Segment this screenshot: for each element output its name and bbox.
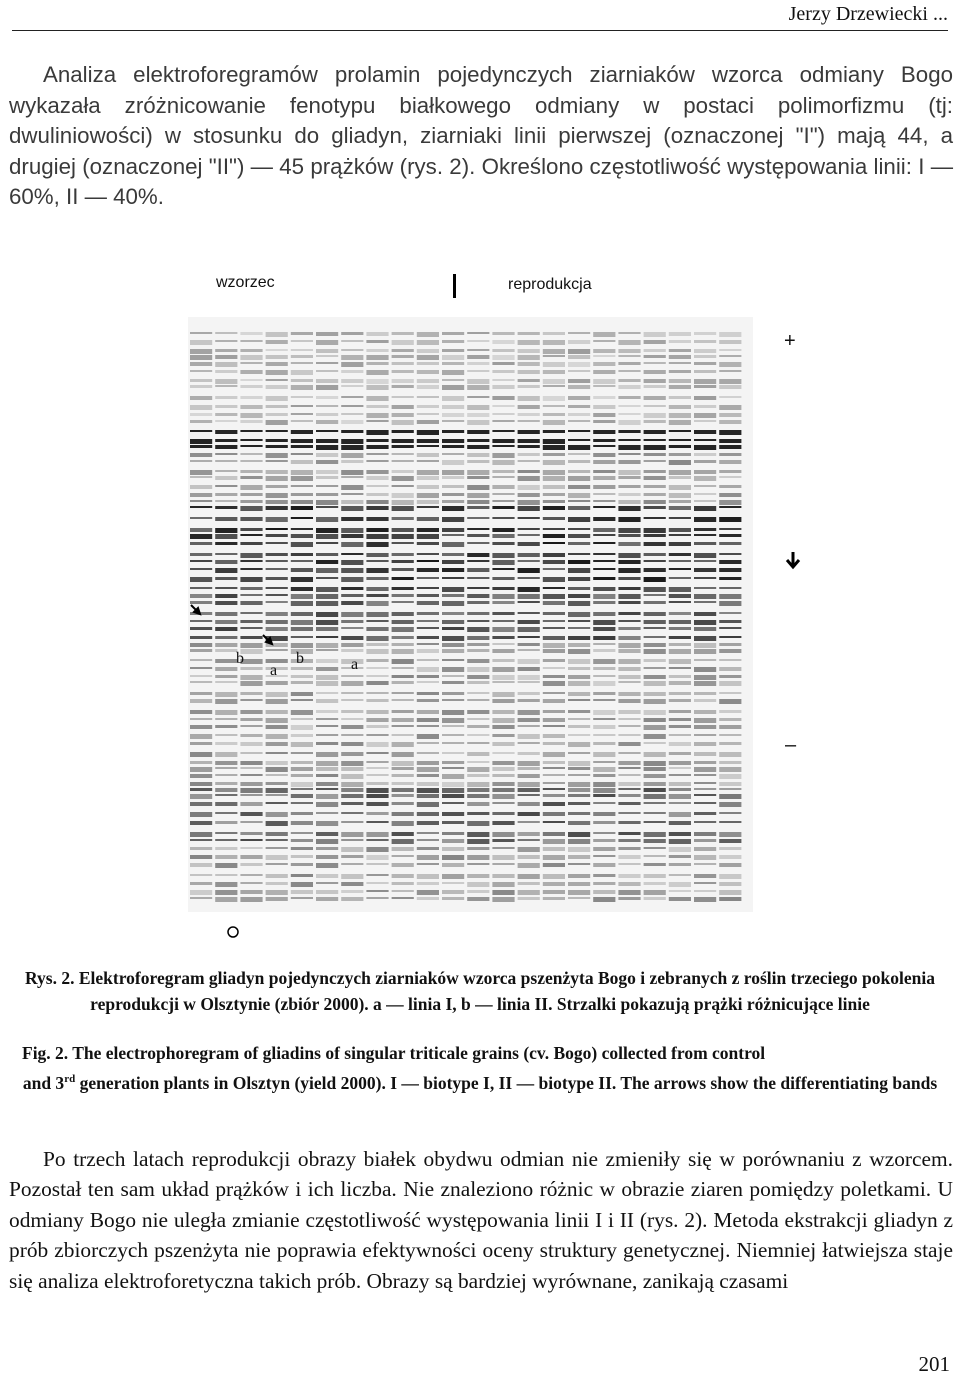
lane-label-a2: a — [351, 656, 359, 673]
lane-label-b2: b — [296, 650, 304, 667]
down-arrow-icon — [787, 552, 799, 567]
caption-en-sup: rd — [64, 1072, 76, 1085]
label-minus: – — [785, 734, 797, 756]
figure-caption-english — [14, 1041, 946, 1096]
figure-caption-polish: Rys. 2. Elektroforegram gliadyn pojedynczych ziarniaków wzorca pszenżyta Bogo i zebranych z roślin trzeciego pokolenia reprodukcji w Olsztynie (zbiór 2000). a — linia I, b — linia II. Strzalki pokazują prążki różnicujące linie — [25, 968, 935, 1014]
paragraph-1: Analiza elektroforegramów prolamin pojedynczych ziarniaków wzorca odmiany Bogo wykazała zróżnicowanie fenotypu białkowego odmiany w postaci polimorfizmu (tj: dwuliniowości) w stosunku do gliadyn, ziarniaki linii pierwszej (oznaczonej "I") mają 44, a drugiej (oznaczonej "II") — 45 prążków (rys. 2). Określono częstotliwość występowania linii: I — 60%, II — 40%. — [9, 62, 953, 210]
caption-en-pre: and 3 — [22, 1072, 65, 1093]
lane-label-a1: a — [270, 662, 278, 679]
gel-marker-tick — [453, 274, 456, 298]
lane-label-b1: b — [236, 650, 244, 667]
paragraph-2: Po trzech latach reprodukcji obrazy białek obydwu odmian nie zmieniły się w porównaniu z wzorcem. Pozostał ten sam układ prążków i ich liczba. Nie znaleziono różnic w obrazie ziaren pomiędzy poletkami. U odmiany Bogo nie uległa zmianie częstotliwość występowania linii I i II (rys. 2). Metoda ekstrakcji gliadyn z prób zbiorczych pszenżyta nie poprawia efektywności oceny struktury genetycznej. Niemniej łatwiejsza staje się analiza elektroforetyczna takich prób. Obrazy są bardziej wyrównane, zanikają czasami — [9, 1147, 953, 1293]
label-wzorzec: wzorzec — [216, 274, 275, 291]
label-plus: + — [784, 330, 796, 352]
caption-en-line1: Fig. 2. The electrophoregram of gliadins of singular triticale grains (cv. Bogo) collected from control — [22, 1043, 766, 1063]
label-reprodukcja: reprodukcja — [508, 276, 592, 293]
well-circle-icon — [228, 927, 238, 937]
electrophoregram-figure — [178, 262, 818, 962]
page-number: 201 — [918, 1352, 950, 1376]
caption-en-post: generation plants in Olsztyn (yield 2000). I — biotype I, II — biotype II. The arrows show the differentiating bands — [75, 1072, 938, 1093]
gel-image — [178, 262, 818, 962]
running-title: Jerzy Drzewiecki ... — [788, 3, 948, 25]
running-header — [12, 0, 948, 31]
